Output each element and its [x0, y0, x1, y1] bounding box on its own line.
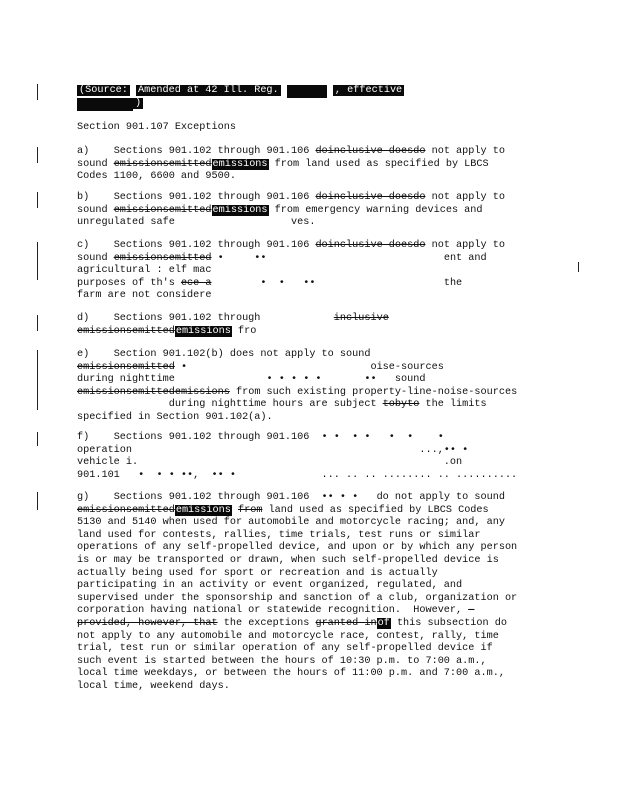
text-segment: Section 901.102(b) does not apply to sound [113, 349, 371, 360]
paragraph-label: e) [77, 349, 114, 360]
text-line [77, 445, 532, 458]
text-segment: Sections 901.102 through 901.106 [113, 192, 316, 203]
margin-bar [37, 242, 38, 280]
inserted-text: emissions [212, 158, 268, 170]
text-line [77, 668, 532, 681]
paragraph-label: b) [77, 192, 114, 203]
paragraph-e [77, 349, 532, 425]
text-segment: actually being used for sport or recreation and is actually [77, 567, 438, 579]
text-segment: unregulated safe ves. [77, 217, 316, 229]
deleted-text: emissionsemitted [77, 325, 175, 337]
inserted-text: emissions [175, 504, 231, 516]
text-line [77, 387, 532, 400]
deleted-text: emissionsemitted [77, 386, 175, 398]
inserted-text: emissions [212, 204, 268, 216]
text-segment: not apply to [425, 240, 505, 251]
text-segment: during nighttime hours are subject [77, 399, 383, 411]
text-segment: • •• ent and [211, 252, 487, 264]
text-segment: Sections 901.102 through 901.106 •• • • do not apply to sound [113, 492, 505, 503]
source-label: (Source: [79, 85, 128, 96]
text-line [77, 278, 532, 291]
margin-bar [37, 492, 38, 510]
text-line [77, 593, 532, 606]
text-line [77, 542, 532, 555]
paragraph-label: d) [77, 313, 114, 324]
text-segment: Sections 901.102 through [113, 313, 334, 324]
text-segment: land used for contests, rallies, time trials, test runs or similar [77, 529, 481, 541]
inserted-text: of [377, 617, 390, 629]
paragraph-label: c) [77, 240, 114, 251]
paragraph-c [77, 240, 532, 303]
deleted-text: emissionsemitted [113, 204, 212, 216]
text-line [77, 681, 532, 694]
paragraph-f [77, 432, 532, 482]
text-line [77, 530, 532, 543]
text-line [77, 205, 532, 218]
text-line [77, 240, 532, 253]
margin-bar [37, 147, 38, 163]
paragraph-b [77, 192, 532, 230]
text-line [77, 374, 532, 387]
paragraph-d [77, 313, 532, 338]
text-segment: not apply to [425, 192, 505, 203]
text-segment: the limits [419, 399, 487, 411]
deleted-text: doinclusive doesdo [315, 146, 426, 157]
deleted-text: emissions [174, 386, 230, 398]
text-line [77, 457, 532, 470]
deleted-text: granted in [315, 617, 377, 629]
deleted-text: tobyto [382, 399, 420, 411]
text-line [77, 432, 532, 445]
text-line [77, 470, 532, 483]
deleted-text: emissionsemitted [113, 252, 212, 264]
text-line [77, 253, 532, 266]
paragraph-a [77, 146, 532, 184]
text-segment: is or may be transported or drawn, when such self-propelled device is [77, 554, 499, 566]
text-line [77, 505, 532, 518]
text-segment: supervised under the sponsorship and sanction of a club, organization or [77, 592, 518, 604]
deleted-text: emissionsemitted [77, 504, 175, 516]
source-effective: , effective [334, 85, 403, 96]
text-segment: from land used as specified by LBCS [268, 158, 489, 170]
deleted-text: provided, however, that [77, 617, 218, 629]
text-line [77, 643, 532, 656]
source-close: ) [135, 98, 142, 109]
text-line [77, 171, 532, 184]
text-line [77, 631, 532, 644]
text-segment: operations of any self-propelled device, and upon or by which any person [77, 542, 518, 554]
margin-bar [37, 432, 38, 446]
text-segment: from emergency warning devices and [268, 204, 483, 216]
text-segment: 5130 and 5140 when used for automobile and motorcycle racing; and, any [77, 517, 505, 529]
section-title: Section 901.107 Exceptions [77, 122, 236, 133]
text-segment: specified in Section 901.102(a). [77, 411, 273, 423]
deleted-text: emissionsemitted [77, 361, 175, 373]
text-segment: during nighttime • • • • • •• sound [77, 374, 426, 386]
text-line [77, 192, 532, 205]
margin-bar-right [578, 262, 579, 272]
deleted-text: doinclusive doesdo [315, 192, 426, 203]
paragraph-label: a) [77, 146, 114, 157]
text-segment: this subsection do [390, 617, 507, 629]
text-segment: such event is started between the hours of 10:30 p.m. to 7:00 a.m., [77, 655, 487, 667]
text-segment: Sections 901.102 through 901.106 [113, 240, 316, 251]
text-segment: not apply to [425, 146, 505, 157]
deleted-text: from [237, 504, 263, 516]
text-segment: • • •• the [211, 277, 463, 289]
text-line [77, 412, 532, 425]
text-segment: participating in an activity or event organized, regulated, and [77, 580, 463, 592]
text-segment: sound [77, 204, 114, 216]
text-line [77, 362, 532, 375]
text-line [77, 618, 532, 631]
text-segment: farm are not considere [77, 290, 212, 302]
inserted-text: emissions [175, 325, 231, 337]
text-segment: Codes 1100, 6600 and 9500. [77, 171, 236, 183]
text-line [77, 580, 532, 593]
text-segment: not apply to any automobile and motorcycle race, contest, rally, time [77, 630, 499, 642]
text-segment: Sections 901.102 through 901.106 • • • • • • • [113, 432, 444, 443]
margin-bar [37, 350, 38, 410]
text-segment: fro [231, 325, 257, 337]
text-line [77, 492, 532, 505]
paragraph-label: g) [77, 492, 114, 503]
margin-bar [37, 192, 38, 208]
margin-bar [37, 84, 38, 100]
deleted-text: — [468, 605, 475, 617]
text-line [77, 265, 532, 278]
text-line [77, 605, 532, 618]
text-line [77, 146, 532, 159]
text-line [77, 159, 532, 172]
text-segment: • oise-sources [174, 361, 444, 373]
source-note [77, 85, 467, 111]
text-segment: agricultural : elf mac [77, 265, 212, 277]
source-amended: Amended at 42 Ill. Reg. [138, 85, 279, 96]
text-line [77, 290, 532, 303]
text-line [77, 217, 532, 230]
text-line [77, 313, 532, 326]
deleted-text: emissionsemitted [113, 158, 212, 170]
text-line [77, 349, 532, 362]
text-segment: 901.101 • • • ••, •• • ... .. .. ........ .. .......... [77, 469, 518, 481]
text-segment: local time, weekend days. [77, 680, 230, 692]
text-line [77, 326, 532, 339]
text-segment: sound [77, 158, 114, 170]
text-segment: Sections 901.102 through 901.106 [113, 146, 316, 157]
text-segment: purposes of th's [77, 277, 181, 289]
text-line [77, 399, 532, 412]
text-segment: operation ...,•• • [77, 444, 469, 456]
text-segment: sound [77, 252, 114, 264]
deleted-text: ece a [180, 277, 212, 289]
deleted-text: inclusive [333, 313, 389, 324]
text-segment: corporation having national or statewide recognition. However, [77, 605, 469, 617]
text-line [77, 568, 532, 581]
margin-bar [37, 315, 38, 331]
text-segment: from such existing property-line-noise-sources [229, 386, 518, 398]
paragraph-label: f) [77, 432, 114, 443]
text-segment: the exceptions [217, 617, 316, 629]
paragraph-g [77, 492, 532, 694]
text-segment: local time weekdays, or between the hours of 11:00 p.m. and 7:00 a.m., [77, 668, 505, 680]
text-line [77, 656, 532, 669]
text-segment: vehicle i. .on [77, 457, 463, 469]
text-segment: land used as specified by LBCS Codes [262, 504, 489, 516]
text-segment: trial, test run or similar operation of any self-propelled device if [77, 643, 493, 655]
deleted-text: doinclusive doesdo [315, 240, 426, 251]
text-line [77, 517, 532, 530]
text-line [77, 555, 532, 568]
